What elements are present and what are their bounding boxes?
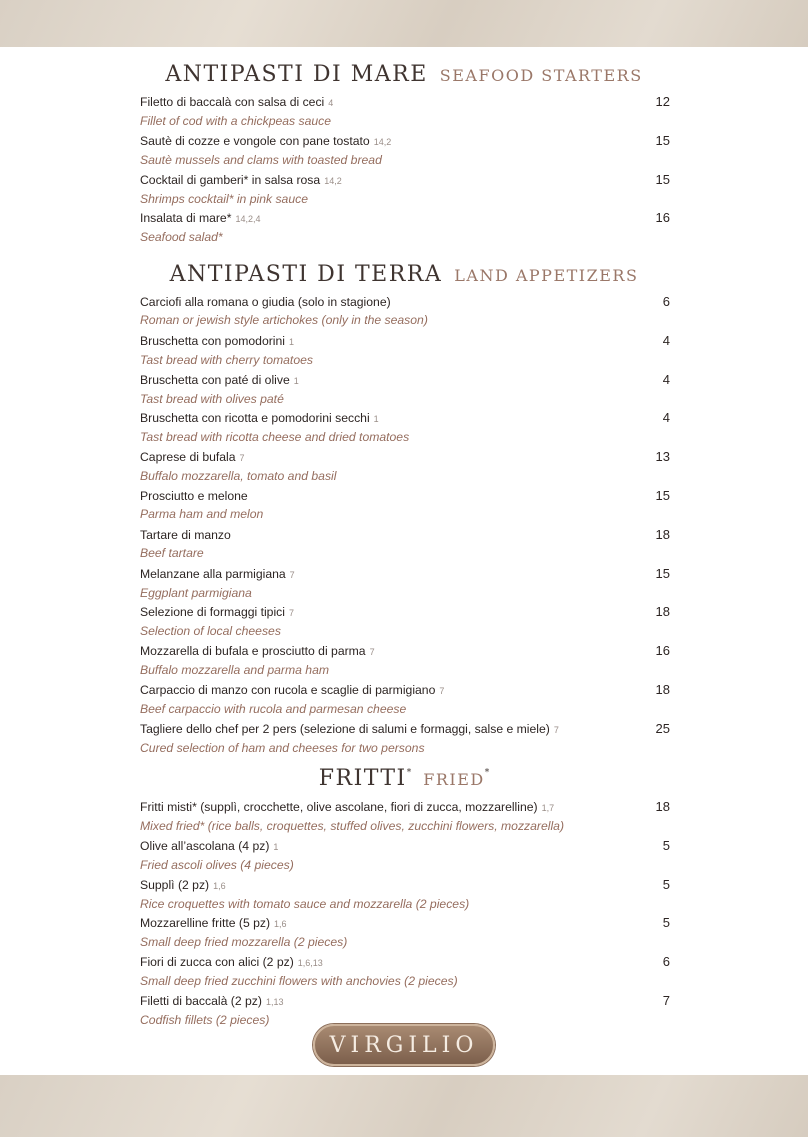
- menu-item-italian-line: [140, 993, 670, 1010]
- menu-item-allergens: 1,6: [274, 919, 287, 930]
- menu-item-name-en: Eggplant parmigiana: [140, 585, 252, 600]
- menu-item-allergens: 1,7: [541, 803, 555, 813]
- menu-item-name-en: Mixed fried* (rice balls, croquettes, stuffed olives, zucchini flowers, mozzarella): [140, 819, 565, 833]
- menu-item-price: 15: [655, 565, 670, 581]
- menu-item-price: 7: [662, 992, 670, 1008]
- menu-item-name-en: Seafood salad*: [140, 230, 223, 245]
- menu-item-name-it: Selezione di formaggi tipici: [140, 605, 285, 620]
- menu-item-italian-line: [140, 94, 670, 111]
- menu-item-name-it: Carpaccio di manzo con rucola e scaglie di parmigiano: [140, 682, 436, 697]
- menu-item-price: 4: [662, 332, 670, 348]
- menu-item-allergens: 7: [553, 724, 559, 735]
- section-title-en: SEAFOOD STARTERS: [439, 66, 643, 85]
- section-title-en: FRIED: [423, 770, 485, 789]
- section-title-seafood: [0, 62, 808, 87]
- section-items-seafood: [140, 94, 670, 249]
- logo-text: VIRGILIO: [329, 1032, 479, 1058]
- menu-item: [140, 915, 670, 954]
- menu-item-price: 6: [662, 294, 670, 309]
- menu-item-allergens: 4: [328, 98, 334, 108]
- section-title-en: LAND APPETIZERS: [454, 266, 639, 285]
- menu-item: [140, 566, 670, 605]
- menu-item-allergens: 7: [288, 608, 294, 619]
- menu-item-italian-line: [140, 604, 670, 621]
- menu-item-name-it: Melanzane alla parmigiana: [140, 566, 286, 581]
- menu-item-price: 5: [662, 837, 670, 853]
- menu-item-allergens: 7: [289, 569, 295, 580]
- menu-item: [140, 721, 670, 760]
- menu-item-name-en: Tast bread with cherry tomatoes: [140, 352, 313, 367]
- menu-item: [140, 172, 670, 211]
- menu-item-allergens: 1: [273, 841, 279, 852]
- menu-item-name-en: Codfish fillets (2 pieces): [140, 1012, 270, 1027]
- menu-item-name-it: Supplì (2 pz): [140, 877, 210, 892]
- menu-item: [140, 643, 670, 682]
- menu-item: [140, 294, 670, 333]
- menu-item: [140, 94, 670, 133]
- menu-item: [140, 410, 670, 449]
- menu-item-allergens: 14,2,4: [235, 214, 261, 225]
- section-title-fried: [0, 766, 808, 791]
- section-title-it-asterisk: *: [406, 768, 412, 778]
- menu-item-price: 18: [655, 526, 670, 542]
- menu-item: [140, 799, 670, 838]
- menu-item: [140, 333, 670, 372]
- menu-item-name-it: Insalata di mare*: [140, 211, 232, 226]
- menu-item-name-en: Buffalo mozzarella and parma ham: [140, 663, 330, 678]
- bottom-texture-band: [0, 1075, 808, 1137]
- menu-item-italian-line: [140, 566, 670, 583]
- menu-item-name-en: Parma ham and melon: [140, 506, 264, 521]
- menu-item-name-en: Tast bread with olives paté: [140, 391, 284, 406]
- menu-item-price: 5: [662, 915, 670, 931]
- menu-item-allergens: 1: [288, 336, 294, 347]
- menu-item-italian-line: [140, 133, 670, 150]
- menu-item-allergens: 1: [293, 375, 299, 386]
- menu-item-name-en: Buffalo mozzarella, tomato and basil: [140, 469, 337, 484]
- section-title-it: FRITTI: [318, 766, 407, 791]
- menu-item-name-it: Cocktail di gamberi* in salsa rosa: [140, 172, 321, 187]
- menu-item-name-en: Selection of local cheeses: [140, 624, 281, 639]
- menu-item-italian-line: [140, 488, 670, 504]
- menu-item-name-it: Mozzarelline fritte (5 pz): [140, 916, 271, 931]
- menu-item-price: 5: [662, 876, 670, 892]
- menu-item-allergens: 1,6: [213, 880, 226, 891]
- menu-item-name-it: Filetti di baccalà (2 pz): [140, 993, 262, 1008]
- section-title-en-asterisk: *: [484, 768, 490, 778]
- menu-item-price: 25: [655, 720, 670, 736]
- menu-item-name-it: Fritti misti* (supplì, crocchette, olive ascolane, fiori di zucca, mozzarelline): [140, 800, 538, 814]
- menu-item-italian-line: [140, 877, 670, 894]
- menu-item-name-it: Tagliere dello chef per 2 pers (selezione di salumi e formaggi, salse e miele): [140, 721, 550, 736]
- menu-item-italian-line: [140, 172, 670, 189]
- menu-item-price: 12: [655, 94, 670, 109]
- menu-item-name-en: Fried ascoli olives (4 pieces): [140, 857, 294, 872]
- menu-item: [140, 210, 670, 249]
- menu-item-italian-line: [140, 333, 670, 350]
- menu-item-italian-line: [140, 799, 670, 816]
- menu-item: [140, 682, 670, 721]
- section-title-it: ANTIPASTI DI TERRA: [169, 262, 443, 287]
- menu-item-name-it: Carciofi alla romana o giudia (solo in stagione): [140, 295, 391, 309]
- menu-item-name-it: Caprese di bufala: [140, 450, 236, 465]
- menu-item-price: 15: [655, 487, 670, 503]
- menu-item-name-en: Rice croquettes with tomato sauce and mozzarella (2 pieces): [140, 896, 470, 911]
- menu-item-price: 4: [662, 410, 670, 426]
- menu-item-price: 18: [655, 799, 670, 814]
- menu-item-italian-line: [140, 527, 670, 543]
- menu-item-italian-line: [140, 210, 670, 227]
- menu-item-italian-line: [140, 721, 670, 738]
- menu-item: [140, 604, 670, 643]
- menu-item-italian-line: [140, 372, 670, 389]
- menu-item-italian-line: [140, 682, 670, 699]
- menu-item-allergens: 7: [439, 685, 445, 696]
- menu-item: [140, 954, 670, 993]
- menu-item-price: 15: [655, 171, 670, 187]
- menu-item-allergens: 14,2: [373, 136, 392, 147]
- menu-item-name-en: Cured selection of ham and cheeses for two persons: [140, 740, 425, 755]
- menu-item-name-en: Roman or jewish style artichokes (only in the season): [140, 313, 428, 327]
- menu-item-italian-line: [140, 294, 670, 310]
- section-title-it: ANTIPASTI DI MARE: [165, 62, 428, 87]
- menu-item-italian-line: [140, 449, 670, 466]
- menu-item-allergens: 7: [369, 647, 375, 658]
- menu-item-italian-line: [140, 410, 670, 427]
- menu-item-name-it: Prosciutto e melone: [140, 488, 248, 503]
- menu-item-name-it: Sautè di cozze e vongole con pane tostato: [140, 133, 370, 148]
- menu-item: [140, 488, 670, 527]
- menu-item-price: 18: [655, 604, 670, 620]
- menu-item-name-en: Tast bread with ricotta cheese and dried tomatoes: [140, 430, 410, 445]
- menu-item-name-en: Sautè mussels and clams with toasted bread: [140, 152, 382, 167]
- menu-item-allergens: 14,2: [324, 175, 342, 186]
- menu-item-name-it: Bruschetta con pomodorini: [140, 333, 285, 348]
- menu-item-price: 13: [655, 449, 670, 465]
- menu-item-name-it: Bruschetta con paté di olive: [140, 372, 290, 387]
- menu-item-name-en: Small deep fried zucchini flowers with anchovies (2 pieces): [140, 974, 458, 989]
- menu-item-name-it: Filetto di baccalà con salsa di ceci: [140, 95, 325, 109]
- menu-item-price: 18: [655, 681, 670, 697]
- menu-item-name-en: Shrimps cocktail* in pink sauce: [140, 191, 308, 206]
- menu-item-name-it: Mozzarella di bufala e prosciutto di parma: [140, 644, 366, 659]
- menu-item: [140, 449, 670, 488]
- menu-item-name-it: Tartare di manzo: [140, 527, 231, 542]
- section-items-land: [140, 294, 670, 760]
- menu-item-italian-line: [140, 915, 670, 932]
- menu-item: [140, 527, 670, 566]
- menu-item-name-it: Fiori di zucca con alici (2 pz): [140, 955, 294, 970]
- section-items-fried: [140, 799, 670, 1032]
- menu-item-italian-line: [140, 954, 670, 971]
- menu-item-price: 4: [662, 371, 670, 387]
- menu-item-allergens: 1,13: [265, 996, 284, 1007]
- menu-item-price: 16: [655, 643, 670, 659]
- menu-item-italian-line: [140, 643, 670, 660]
- menu-item-price: 6: [662, 954, 670, 970]
- menu-item: [140, 372, 670, 411]
- menu-item-price: 16: [655, 210, 670, 226]
- menu-item-name-it: Olive all’ascolana (4 pz): [140, 838, 270, 853]
- menu-item-name-it: Bruschetta con ricotta e pomodorini secchi: [140, 411, 370, 426]
- menu-item: [140, 838, 670, 877]
- top-texture-band: [0, 0, 808, 47]
- virgilio-logo: [313, 1024, 495, 1066]
- menu-item-italian-line: [140, 838, 670, 855]
- menu-item: [140, 877, 670, 916]
- menu-item-price: 15: [655, 132, 670, 148]
- menu-item-name-en: Beef tartare: [140, 545, 204, 560]
- menu-item: [140, 133, 670, 172]
- menu-item-allergens: 7: [239, 453, 245, 464]
- section-title-land: [0, 262, 808, 287]
- menu-item-allergens: 1: [373, 414, 379, 425]
- menu-item-name-en: Beef carpaccio with rucola and parmesan cheese: [140, 701, 407, 716]
- menu-item-name-en: Fillet of cod with a chickpeas sauce: [140, 114, 332, 128]
- menu-item-name-en: Small deep fried mozzarella (2 pieces): [140, 935, 348, 950]
- menu-item-allergens: 1,6,13: [297, 958, 323, 969]
